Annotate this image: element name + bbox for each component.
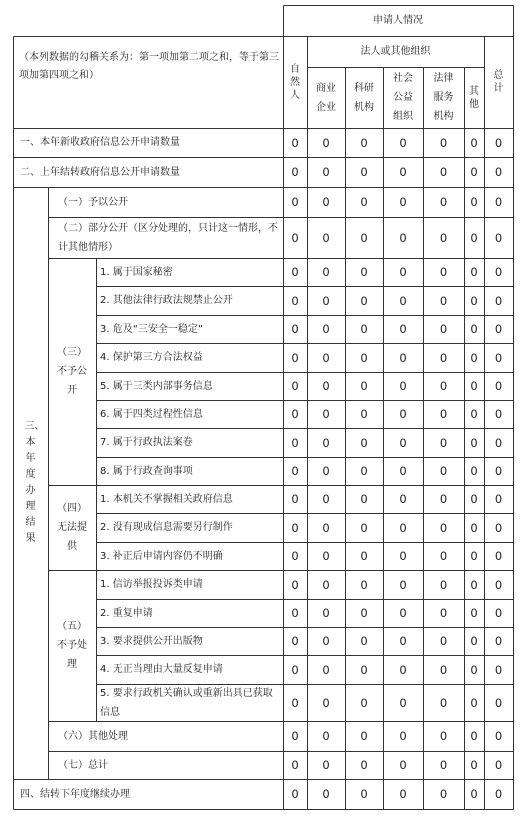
value-cell-g3-1-col3: 0 — [360, 265, 368, 279]
row-label-g4-text: （四）无法提供 — [57, 503, 87, 552]
value-cell-g5-3-col6: 0 — [470, 634, 478, 648]
value-cell-g5-1-col4: 0 — [399, 577, 407, 592]
value-cell-g5-4-col4: 0 — [399, 662, 407, 677]
value-cell-s2-col2: 0 — [322, 165, 330, 179]
value-cell-g5-1-col3: 0 — [360, 577, 368, 592]
value-cell-g1-col5: 0 — [439, 195, 448, 209]
row-label-s1: 一、本年新收政府信息公开申请数量 — [20, 137, 180, 148]
header-total — [484, 36, 513, 128]
value-cell-g4-3-col5: 0 — [439, 549, 448, 563]
value-cell-g5-2-col1: 0 — [291, 606, 299, 620]
value-cell-g3-1-col1: 0 — [291, 265, 299, 279]
row-label-g4-3: 3. 补正后申请内容仍不明确 — [100, 550, 223, 562]
value-cell-g3-3-col1: 0 — [291, 322, 299, 336]
value-cell-s2-col5: 0 — [439, 165, 448, 179]
value-cell-g5-2-col6: 0 — [470, 606, 478, 620]
value-cell-g5-4-col5: 0 — [439, 662, 448, 677]
header-note: （本列数据的勾稽关系为：第一项加第二项之和，等于第三项加第四项之和） — [19, 52, 279, 81]
value-cell-g2-col2: 0 — [322, 230, 330, 245]
row-label-g4 — [48, 485, 96, 570]
row-label-g5-4: 4. 无正当理由大量反复申请 — [100, 664, 223, 675]
value-cell-g3-5-col6: 0 — [470, 379, 478, 393]
value-cell-g5-1-col1: 0 — [291, 577, 299, 592]
value-cell-g1-col7: 0 — [494, 195, 503, 209]
value-cell-g3-3-col7: 0 — [494, 322, 503, 336]
value-cell-s1-col4: 0 — [399, 135, 407, 150]
value-cell-g7-col1: 0 — [291, 758, 299, 772]
row-label-g3-6: 6. 属于四类过程性信息 — [100, 408, 203, 420]
value-cell-g3-7-col3: 0 — [360, 435, 368, 450]
value-cell-g5-5-col5: 0 — [439, 695, 448, 710]
value-cell-g4-2-col1: 0 — [291, 520, 299, 535]
value-cell-g5-1-col5: 0 — [439, 577, 448, 592]
value-cell-s2-col6: 0 — [470, 165, 478, 179]
value-cell-g3-8-col7: 0 — [494, 464, 503, 478]
value-cell-g1-col2: 0 — [322, 195, 330, 209]
header-research-text: 科研机构 — [354, 82, 374, 113]
value-cell-g5-1-col7: 0 — [494, 577, 503, 592]
value-cell-g3-4-col3: 0 — [360, 350, 368, 365]
header-social-welfare-text: 社会公益组织 — [393, 73, 413, 122]
row-label-g3-2: 2. 其他法律行政法规禁止公开 — [100, 295, 233, 306]
value-cell-g5-3-col7: 0 — [494, 634, 503, 648]
value-cell-g6-col4: 0 — [399, 729, 407, 743]
value-cell-s4-col6: 0 — [470, 787, 478, 801]
value-cell-g2-col7: 0 — [494, 230, 503, 245]
row-label-g5-2: 2. 重复申请 — [100, 607, 153, 619]
value-cell-g7-col6: 0 — [470, 758, 478, 772]
value-cell-g5-4-col3: 0 — [360, 662, 368, 677]
value-cell-g3-7-col7: 0 — [494, 435, 503, 450]
value-cell-s2-col7: 0 — [494, 165, 503, 179]
value-cell-g5-5-col7: 0 — [494, 695, 503, 710]
header-legal-org: 法人或其他组织 — [360, 45, 431, 57]
row-label-g5 — [48, 570, 96, 721]
value-cell-g5-1-col2: 0 — [322, 577, 330, 592]
value-cell-g3-5-col5: 0 — [439, 379, 448, 393]
header-research — [345, 67, 383, 128]
value-cell-g4-1-col4: 0 — [399, 492, 407, 506]
value-cell-g3-3-col2: 0 — [322, 322, 330, 336]
row-label-g3-1: 1. 属于国家秘密 — [100, 266, 173, 278]
value-cell-g5-3-col4: 0 — [399, 634, 407, 648]
value-cell-g3-5-col3: 0 — [360, 379, 368, 393]
row-label-g2: （二）部分公开（区分处理的，只计这一情形，不计其他情形） — [58, 222, 278, 253]
value-cell-g2-col5: 0 — [439, 230, 448, 245]
value-cell-g3-4-col2: 0 — [322, 350, 330, 365]
row-label-s3-text: 三、本年度办理结果 — [24, 421, 45, 544]
value-cell-g3-6-col6: 0 — [470, 407, 478, 421]
value-cell-s4-col3: 0 — [360, 787, 368, 801]
value-cell-g3-4-col7: 0 — [494, 350, 503, 365]
value-cell-g4-1-col2: 0 — [322, 492, 330, 506]
value-cell-g4-1-col6: 0 — [470, 492, 478, 506]
value-cell-g2-col6: 0 — [470, 230, 478, 245]
value-cell-s2-col1: 0 — [291, 165, 299, 179]
value-cell-g1-col1: 0 — [291, 195, 299, 209]
row-label-s4: 四、结转下年度继续办理 — [20, 788, 130, 800]
value-cell-g5-5-col1: 0 — [291, 695, 299, 710]
value-cell-g5-4-col6: 0 — [470, 662, 478, 677]
row-label-g4-1: 1. 本机关不掌握相关政府信息 — [100, 493, 233, 505]
value-cell-s2-col3: 0 — [360, 165, 368, 179]
value-cell-g3-3-col3: 0 — [360, 322, 368, 336]
value-cell-g5-4-col2: 0 — [322, 662, 330, 677]
value-cell-g2-col1: 0 — [291, 230, 299, 245]
value-cell-g3-1-col4: 0 — [399, 265, 407, 279]
value-cell-g3-1-col2: 0 — [322, 265, 330, 279]
value-cell-g3-7-col6: 0 — [470, 435, 478, 450]
value-cell-g5-2-col5: 0 — [439, 606, 448, 620]
value-cell-g5-5-col2: 0 — [322, 695, 330, 710]
row-label-g3-7: 7. 属于行政执法案卷 — [100, 437, 193, 448]
value-cell-g4-2-col2: 0 — [322, 520, 330, 535]
value-cell-g3-2-col1: 0 — [291, 293, 299, 308]
value-cell-s1-col5: 0 — [439, 135, 448, 150]
value-cell-g2-col4: 0 — [399, 230, 407, 245]
value-cell-g3-6-col3: 0 — [360, 407, 368, 421]
value-cell-g3-7-col4: 0 — [399, 435, 407, 450]
value-cell-g3-2-col7: 0 — [494, 293, 503, 308]
value-cell-g6-col1: 0 — [291, 729, 299, 743]
value-cell-g1-col6: 0 — [470, 195, 478, 209]
value-cell-s1-col3: 0 — [360, 135, 368, 150]
value-cell-g3-5-col1: 0 — [291, 379, 299, 393]
row-label-g3-text: （三）不予公开 — [57, 347, 87, 396]
header-legal-service-text: 法律服务机构 — [433, 73, 454, 122]
value-cell-g3-4-col1: 0 — [291, 350, 299, 365]
value-cell-g4-2-col7: 0 — [494, 520, 503, 535]
value-cell-g4-2-col5: 0 — [439, 520, 448, 535]
value-cell-g1-col3: 0 — [360, 195, 368, 209]
value-cell-g7-col7: 0 — [494, 758, 503, 772]
value-cell-s1-col7: 0 — [494, 135, 503, 150]
value-cell-g3-7-col5: 0 — [439, 435, 448, 450]
value-cell-g5-2-col2: 0 — [322, 606, 330, 620]
value-cell-g4-1-col7: 0 — [494, 492, 503, 506]
value-cell-g4-3-col3: 0 — [360, 549, 368, 563]
value-cell-g3-8-col2: 0 — [322, 464, 330, 478]
value-cell-g7-col3: 0 — [360, 758, 368, 772]
value-cell-g7-col4: 0 — [399, 758, 407, 772]
value-cell-g6-col7: 0 — [494, 729, 503, 743]
row-label-g6: （六）其他处理 — [58, 730, 128, 742]
row-label-g5-3: 3. 要求提供公开出版物 — [100, 635, 203, 647]
header-legal-service — [423, 67, 464, 128]
value-cell-g5-2-col7: 0 — [494, 606, 503, 620]
value-cell-s4-col1: 0 — [291, 787, 299, 801]
value-cell-g3-2-col2: 0 — [322, 293, 330, 308]
value-cell-g4-2-col3: 0 — [360, 520, 368, 535]
value-cell-g4-3-col6: 0 — [470, 549, 478, 563]
value-cell-g4-2-col4: 0 — [399, 520, 407, 535]
value-cell-g3-2-col4: 0 — [399, 293, 407, 308]
value-cell-g3-2-col5: 0 — [439, 293, 448, 308]
header-natural-person-text: 自然人 — [290, 63, 300, 101]
row-label-g1: （一）予以公开 — [58, 196, 128, 208]
value-cell-g5-4-col1: 0 — [291, 662, 299, 677]
value-cell-g3-8-col1: 0 — [291, 464, 299, 478]
value-cell-g6-col6: 0 — [470, 729, 478, 743]
value-cell-g5-3-col2: 0 — [322, 634, 330, 648]
value-cell-g4-1-col5: 0 — [439, 492, 448, 506]
value-cell-g3-1-col5: 0 — [439, 265, 448, 279]
value-cell-g3-5-col4: 0 — [399, 379, 407, 393]
value-cell-g3-7-col1: 0 — [291, 435, 299, 450]
value-cell-g5-5-col6: 0 — [470, 695, 478, 710]
value-cell-g4-3-col1: 0 — [291, 549, 299, 563]
row-label-g4-2: 2. 没有现成信息需要另行制作 — [100, 522, 233, 533]
row-label-g7: （七）总计 — [58, 759, 108, 771]
value-cell-g4-3-col2: 0 — [322, 549, 330, 563]
row-label-g5-5: 5. 要求行政机关确认或重新出具已获取信息 — [100, 687, 273, 718]
value-cell-s4-col5: 0 — [439, 787, 448, 801]
row-label-g3 — [48, 258, 96, 485]
value-cell-g1-col4: 0 — [399, 195, 407, 209]
value-cell-g3-2-col6: 0 — [470, 293, 478, 308]
value-cell-g3-6-col7: 0 — [494, 407, 503, 421]
header-social-welfare — [383, 67, 423, 128]
value-cell-g3-3-col6: 0 — [470, 322, 478, 336]
value-cell-g3-2-col3: 0 — [360, 293, 368, 308]
value-cell-g6-col3: 0 — [360, 729, 368, 743]
row-label-g3-3: 3. 危及“三安全一稳定” — [100, 323, 204, 335]
value-cell-g3-6-col1: 0 — [291, 407, 299, 421]
value-cell-g2-col3: 0 — [360, 230, 368, 245]
value-cell-g3-4-col6: 0 — [470, 350, 478, 365]
value-cell-g4-3-col4: 0 — [399, 549, 407, 563]
header-commercial-text: 商业企业 — [316, 82, 336, 113]
value-cell-s1-col2: 0 — [322, 135, 330, 150]
value-cell-g5-3-col5: 0 — [439, 634, 448, 648]
value-cell-g3-7-col2: 0 — [322, 435, 330, 450]
value-cell-g3-1-col7: 0 — [494, 265, 503, 279]
value-cell-g5-3-col3: 0 — [360, 634, 368, 648]
value-cell-g3-6-col4: 0 — [399, 407, 407, 421]
value-cell-g4-1-col3: 0 — [360, 492, 368, 506]
value-cell-g5-3-col1: 0 — [291, 634, 299, 648]
value-cell-g3-3-col4: 0 — [399, 322, 407, 336]
value-cell-g5-4-col7: 0 — [494, 662, 503, 677]
value-cell-g5-2-col3: 0 — [360, 606, 368, 620]
value-cell-g5-5-col4: 0 — [399, 695, 407, 710]
value-cell-g5-5-col3: 0 — [360, 695, 368, 710]
value-cell-g3-4-col4: 0 — [399, 350, 407, 365]
value-cell-s4-col4: 0 — [399, 787, 407, 801]
value-cell-g4-3-col7: 0 — [494, 549, 503, 563]
row-label-g3-5: 5. 属于三类内部事务信息 — [100, 380, 213, 392]
header-commercial — [307, 67, 345, 128]
header-other — [464, 67, 484, 128]
row-label-s3 — [13, 187, 48, 779]
header-total-text: 总计 — [493, 70, 504, 94]
header-natural-person — [283, 36, 307, 128]
value-cell-g4-2-col6: 0 — [470, 520, 478, 535]
row-label-g5-text: （五）不予处理 — [57, 621, 87, 670]
value-cell-g3-1-col6: 0 — [470, 265, 478, 279]
row-label-g5-1: 1. 信访举报投诉类申请 — [100, 579, 203, 590]
value-cell-s4-col7: 0 — [494, 787, 503, 801]
value-cell-g5-1-col6: 0 — [470, 577, 478, 592]
row-label-s2: 二、上年结转政府信息公开申请数量 — [20, 166, 180, 178]
value-cell-g3-6-col2: 0 — [322, 407, 330, 421]
value-cell-g6-col2: 0 — [322, 729, 330, 743]
row-label-g3-4: 4. 保护第三方合法权益 — [100, 352, 203, 363]
value-cell-g3-4-col5: 0 — [439, 350, 448, 365]
value-cell-g7-col5: 0 — [439, 758, 448, 772]
row-label-g3-8: 8. 属于行政查询事项 — [100, 465, 193, 477]
value-cell-g3-8-col6: 0 — [470, 464, 478, 478]
value-cell-g7-col2: 0 — [322, 758, 330, 772]
header-applicant: 申请人情况 — [373, 14, 423, 26]
value-cell-s1-col1: 0 — [291, 135, 299, 150]
header-other-text: 其他 — [469, 85, 479, 110]
value-cell-s1-col6: 0 — [470, 135, 478, 150]
value-cell-g3-6-col5: 0 — [439, 407, 448, 421]
value-cell-g5-2-col4: 0 — [399, 606, 407, 620]
value-cell-g3-8-col4: 0 — [399, 464, 407, 478]
value-cell-g3-5-col7: 0 — [494, 379, 503, 393]
value-cell-g3-5-col2: 0 — [322, 379, 330, 393]
value-cell-g3-8-col5: 0 — [439, 464, 448, 478]
value-cell-s4-col2: 0 — [322, 787, 330, 801]
value-cell-g3-8-col3: 0 — [360, 464, 368, 478]
value-cell-s2-col4: 0 — [399, 165, 407, 179]
value-cell-g6-col5: 0 — [439, 729, 448, 743]
value-cell-g3-3-col5: 0 — [439, 322, 448, 336]
value-cell-g4-1-col1: 0 — [291, 492, 299, 506]
